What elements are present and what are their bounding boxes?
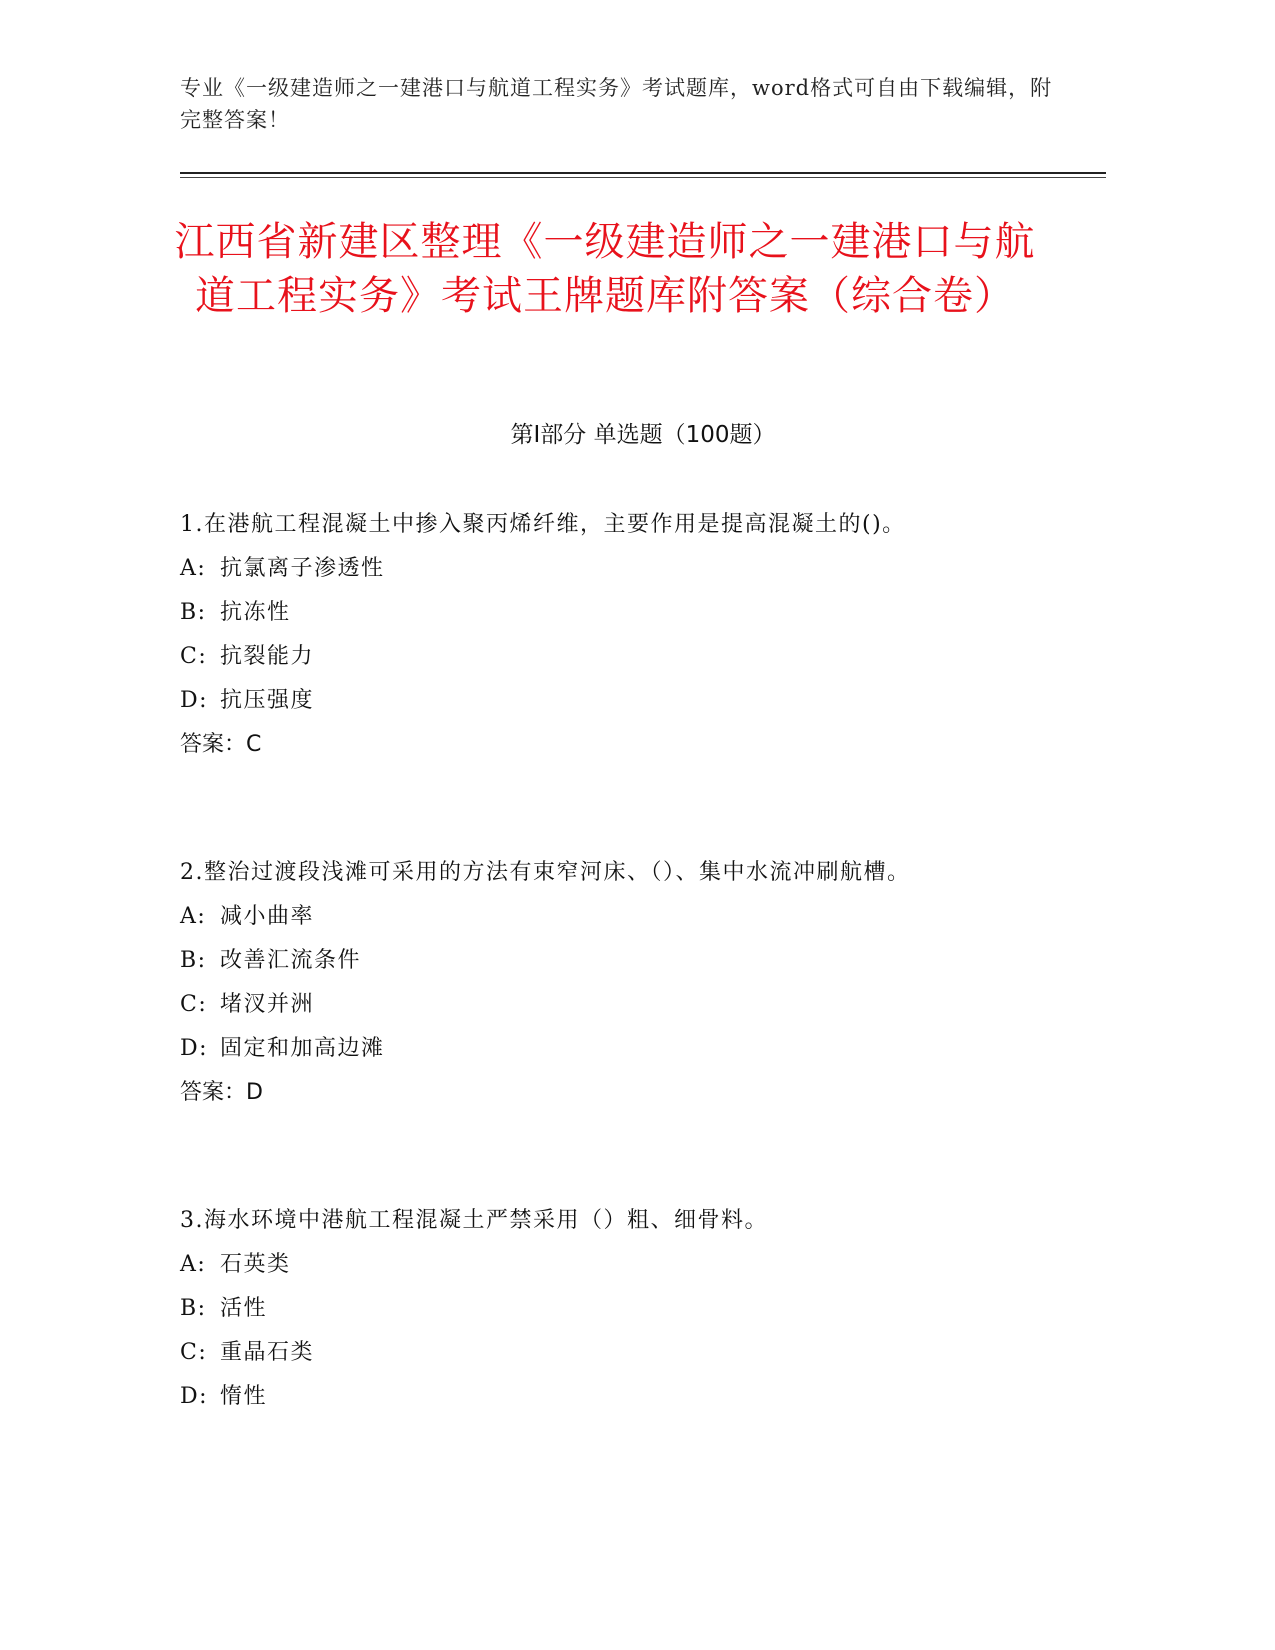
header-note: 专业《一级建造师之一建港口与航道工程实务》考试题库，word格式可自由下载编辑，附完整答案！ bbox=[180, 76, 1053, 132]
option-text: 活性 bbox=[220, 1296, 268, 1321]
question-3 bbox=[180, 1199, 1040, 1419]
option-a bbox=[180, 1243, 1040, 1287]
option-c bbox=[180, 983, 1040, 1027]
answer: 答案：D bbox=[180, 1080, 263, 1105]
option-d bbox=[180, 1375, 1040, 1419]
option-text: 抗裂能力 bbox=[220, 644, 315, 669]
option-b bbox=[180, 939, 1040, 983]
option-letter: D: bbox=[180, 1036, 209, 1061]
option-letter: B: bbox=[180, 600, 207, 625]
option-letter: D: bbox=[180, 688, 209, 713]
option-letter: C: bbox=[180, 1340, 208, 1365]
option-letter: B: bbox=[180, 948, 207, 973]
option-text: 减小曲率 bbox=[220, 904, 315, 929]
option-text: 抗氯离子渗透性 bbox=[220, 556, 385, 581]
option-text: 固定和加高边滩 bbox=[220, 1036, 385, 1061]
question-stem: 3.海水环境中港航工程混凝土严禁采用（）粗、细骨料。 bbox=[180, 1208, 768, 1233]
header-divider-thick bbox=[180, 172, 1106, 174]
option-letter: B: bbox=[180, 1296, 207, 1321]
option-text: 改善汇流条件 bbox=[220, 948, 362, 973]
option-letter: C: bbox=[180, 992, 208, 1017]
option-text: 惰性 bbox=[220, 1384, 268, 1409]
document-title: 江西省新建区整理《一级建造师之一建港口与航道工程实务》考试王牌题库附答案（综合卷） bbox=[174, 219, 1036, 319]
option-letter: D: bbox=[180, 1384, 209, 1409]
option-letter: C: bbox=[180, 644, 208, 669]
option-d bbox=[180, 1027, 1040, 1071]
option-a bbox=[180, 895, 1040, 939]
question-1 bbox=[180, 503, 1040, 767]
question-stem: 2.整治过渡段浅滩可采用的方法有束窄河床、（）、集中水流冲刷航槽。 bbox=[180, 860, 911, 885]
option-text: 抗冻性 bbox=[220, 600, 291, 625]
option-text: 堵汊并洲 bbox=[220, 992, 315, 1017]
option-b bbox=[180, 1287, 1040, 1331]
option-d bbox=[180, 679, 1040, 723]
section-title: 第Ⅰ部分 单选题（100题） bbox=[510, 422, 776, 448]
option-a bbox=[180, 547, 1040, 591]
header-divider-thin bbox=[180, 177, 1106, 178]
option-letter: A: bbox=[180, 556, 207, 581]
option-b bbox=[180, 591, 1040, 635]
option-text: 抗压强度 bbox=[220, 688, 315, 713]
option-text: 石英类 bbox=[220, 1252, 291, 1277]
option-text: 重晶石类 bbox=[220, 1340, 315, 1365]
option-c bbox=[180, 1331, 1040, 1375]
option-c bbox=[180, 635, 1040, 679]
question-stem: 1.在港航工程混凝土中掺入聚丙烯纤维，主要作用是提高混凝土的()。 bbox=[180, 512, 906, 537]
option-letter: A: bbox=[180, 1252, 207, 1277]
option-letter: A: bbox=[180, 904, 207, 929]
answer: 答案：C bbox=[180, 732, 262, 757]
question-2 bbox=[180, 851, 1040, 1115]
